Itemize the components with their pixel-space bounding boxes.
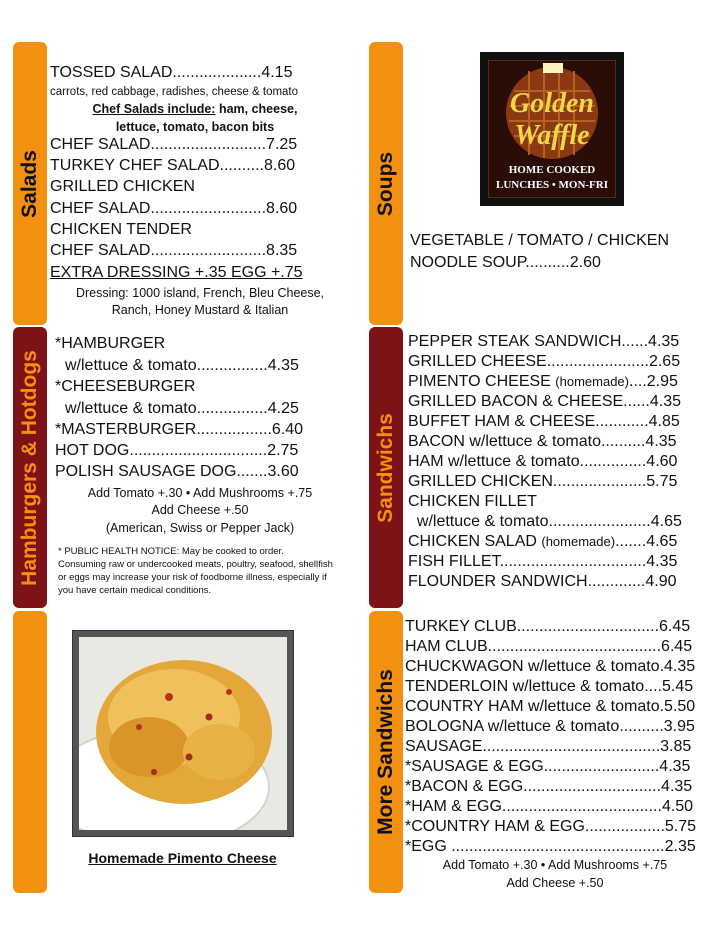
item-price: .......4.65 xyxy=(615,533,678,550)
menu-item: CHEF SALAD..........................8.35 xyxy=(50,242,298,259)
menu-item: TURKEY CLUB................................6.45 xyxy=(405,618,691,635)
extras-line: EXTRA DRESSING +.35 EGG +.75 xyxy=(50,264,303,281)
photo-caption: Homemade Pimento Cheese xyxy=(88,850,277,866)
chef-salad-note-heading: Chef Salads include: xyxy=(92,102,216,116)
menu-item: GRILLED CHICKEN.....................5.75 xyxy=(408,473,678,490)
item-name: PIMENTO CHEESE xyxy=(408,373,556,390)
menu-item: NOODLE SOUP..........2.60 xyxy=(410,254,601,271)
chef-salad-note-text: ham, cheese, xyxy=(215,102,298,116)
more-sandwiches-tab xyxy=(369,611,403,893)
menu-item: SAUSAGE........................................3.85 xyxy=(405,738,692,755)
menu-item: w/lettuce & tomato................4.25 xyxy=(65,400,299,417)
menu-item: BACON w/lettuce & tomato..........4.35 xyxy=(408,433,677,450)
menu-item: HOT DOG...............................2.75 xyxy=(55,442,299,459)
item-name: CHICKEN SALAD xyxy=(408,533,542,550)
photo-image xyxy=(79,637,287,830)
hamburgers-tab xyxy=(13,327,47,608)
menu-item: FLOUNDER SANDWICH.............4.90 xyxy=(408,573,677,590)
sandwiches-tab xyxy=(369,327,403,608)
logo-line1: Golden xyxy=(510,88,594,119)
hamburgers-section xyxy=(55,335,355,600)
soups-tab xyxy=(369,42,403,325)
golden-waffle-logo xyxy=(480,52,624,206)
menu-item: *CHEESEBURGER xyxy=(55,378,196,395)
menu-item: HAM w/lettuce & tomato...............4.60 xyxy=(408,453,678,470)
menu-item: *EGG ................................................2.35 xyxy=(405,838,696,855)
menu-item: CHEF SALAD..........................8.60 xyxy=(50,200,298,217)
menu-item: CHICKEN FILLET xyxy=(408,493,537,510)
menu-item: BOLOGNA w/lettuce & tomato..........3.95 xyxy=(405,718,695,735)
sandwiches-tab-label: Sandwichs xyxy=(374,412,397,523)
menu-item: VEGETABLE / TOMATO / CHICKEN xyxy=(410,232,670,249)
item-note: (homemade) xyxy=(541,534,616,549)
menu-item: w/lettuce & tomato................4.35 xyxy=(65,357,299,374)
menu-item: POLISH SAUSAGE DOG.......3.60 xyxy=(55,463,299,480)
item-price: ....2.95 xyxy=(629,373,678,390)
menu-item: *COUNTRY HAM & EGG..................5.75 xyxy=(405,818,697,835)
menu-item: BUFFET HAM & CHEESE............4.85 xyxy=(408,413,680,430)
add-ons: Add Tomato +.30 • Add Mushrooms +.75 xyxy=(442,858,668,872)
add-ons: Add Cheese +.50 xyxy=(151,503,249,517)
item-note: (homemade) xyxy=(555,374,629,389)
pimento-cheese-image xyxy=(79,637,287,830)
menu-item: *SAUSAGE & EGG..........................4.35 xyxy=(405,758,691,775)
add-ons: Add Cheese +.50 xyxy=(506,876,604,890)
menu-item: TENDERLOIN w/lettuce & tomato....5.45 xyxy=(405,678,694,695)
hamburgers-tab-label: Hamburgers & Hotdogs xyxy=(18,349,41,586)
menu-item: *MASTERBURGER.................6.40 xyxy=(55,421,304,438)
soups-tab-label: Soups xyxy=(374,151,397,216)
health-notice: * PUBLIC HEALTH NOTICE: May be cooked to order. Consuming raw or undercooked meats, poultry, seafood, shellfish or eggs may increase your risk of foodborne illness, especially if you have certain medical conditions. xyxy=(58,546,333,596)
logo-line3: HOME COOKED xyxy=(508,164,596,176)
dressing-list: Ranch, Honey Mustard & Italian xyxy=(111,303,289,317)
dressing-list: Dressing: 1000 island, French, Bleu Cheese, xyxy=(75,286,325,300)
salads-tab-label: Salads xyxy=(18,149,41,218)
more-sandwiches-tab-label: More Sandwichs xyxy=(374,669,397,835)
salads-tab xyxy=(13,42,47,325)
menu-item: CHICKEN TENDER xyxy=(50,221,192,238)
menu-item xyxy=(408,533,713,551)
menu-item: GRILLED BACON & CHEESE......4.35 xyxy=(408,393,681,410)
photo-tab xyxy=(13,611,47,893)
menu-item: TURKEY CHEF SALAD..........8.60 xyxy=(50,157,296,174)
chef-salad-note xyxy=(50,102,340,116)
menu-item: *HAMBURGER xyxy=(55,335,166,352)
item-description: carrots, red cabbage, radishes, cheese & tomato xyxy=(50,86,299,98)
menu-item: FISH FILLET.................................4.35 xyxy=(408,553,678,570)
logo-line2: Waffle xyxy=(514,120,590,151)
soups-section xyxy=(410,232,710,282)
menu-item: TOSSED SALAD....................4.15 xyxy=(50,64,293,81)
menu-item: *HAM & EGG....................................4.50 xyxy=(405,798,694,815)
menu-item: CHEF SALAD..........................7.25 xyxy=(50,136,298,153)
menu-item: CHUCKWAGON w/lettuce & tomato.4.35 xyxy=(405,658,696,675)
sandwiches-section xyxy=(408,333,713,598)
menu-item: w/lettuce & tomato.......................4.65 xyxy=(408,513,682,530)
menu-item xyxy=(408,373,713,391)
menu-item: COUNTRY HAM w/lettuce & tomato.5.50 xyxy=(405,698,696,715)
menu-item: PEPPER STEAK SANDWICH......4.35 xyxy=(408,333,680,350)
logo-line4: LUNCHES • MON-FRI xyxy=(495,179,609,191)
add-ons: (American, Swiss or Pepper Jack) xyxy=(105,521,295,535)
more-sandwiches-section xyxy=(405,618,715,893)
pimento-cheese-photo xyxy=(72,630,294,837)
menu-item: HAM CLUB.......................................6.45 xyxy=(405,638,693,655)
chef-salad-note-cont: lettuce, tomato, bacon bits xyxy=(115,120,275,134)
salads-section xyxy=(50,64,355,324)
menu-item: *BACON & EGG...............................4.35 xyxy=(405,778,693,795)
menu-item: GRILLED CHEESE.......................2.65 xyxy=(408,353,681,370)
add-ons: Add Tomato +.30 • Add Mushrooms +.75 xyxy=(87,486,313,500)
menu-item: GRILLED CHICKEN xyxy=(50,178,195,195)
